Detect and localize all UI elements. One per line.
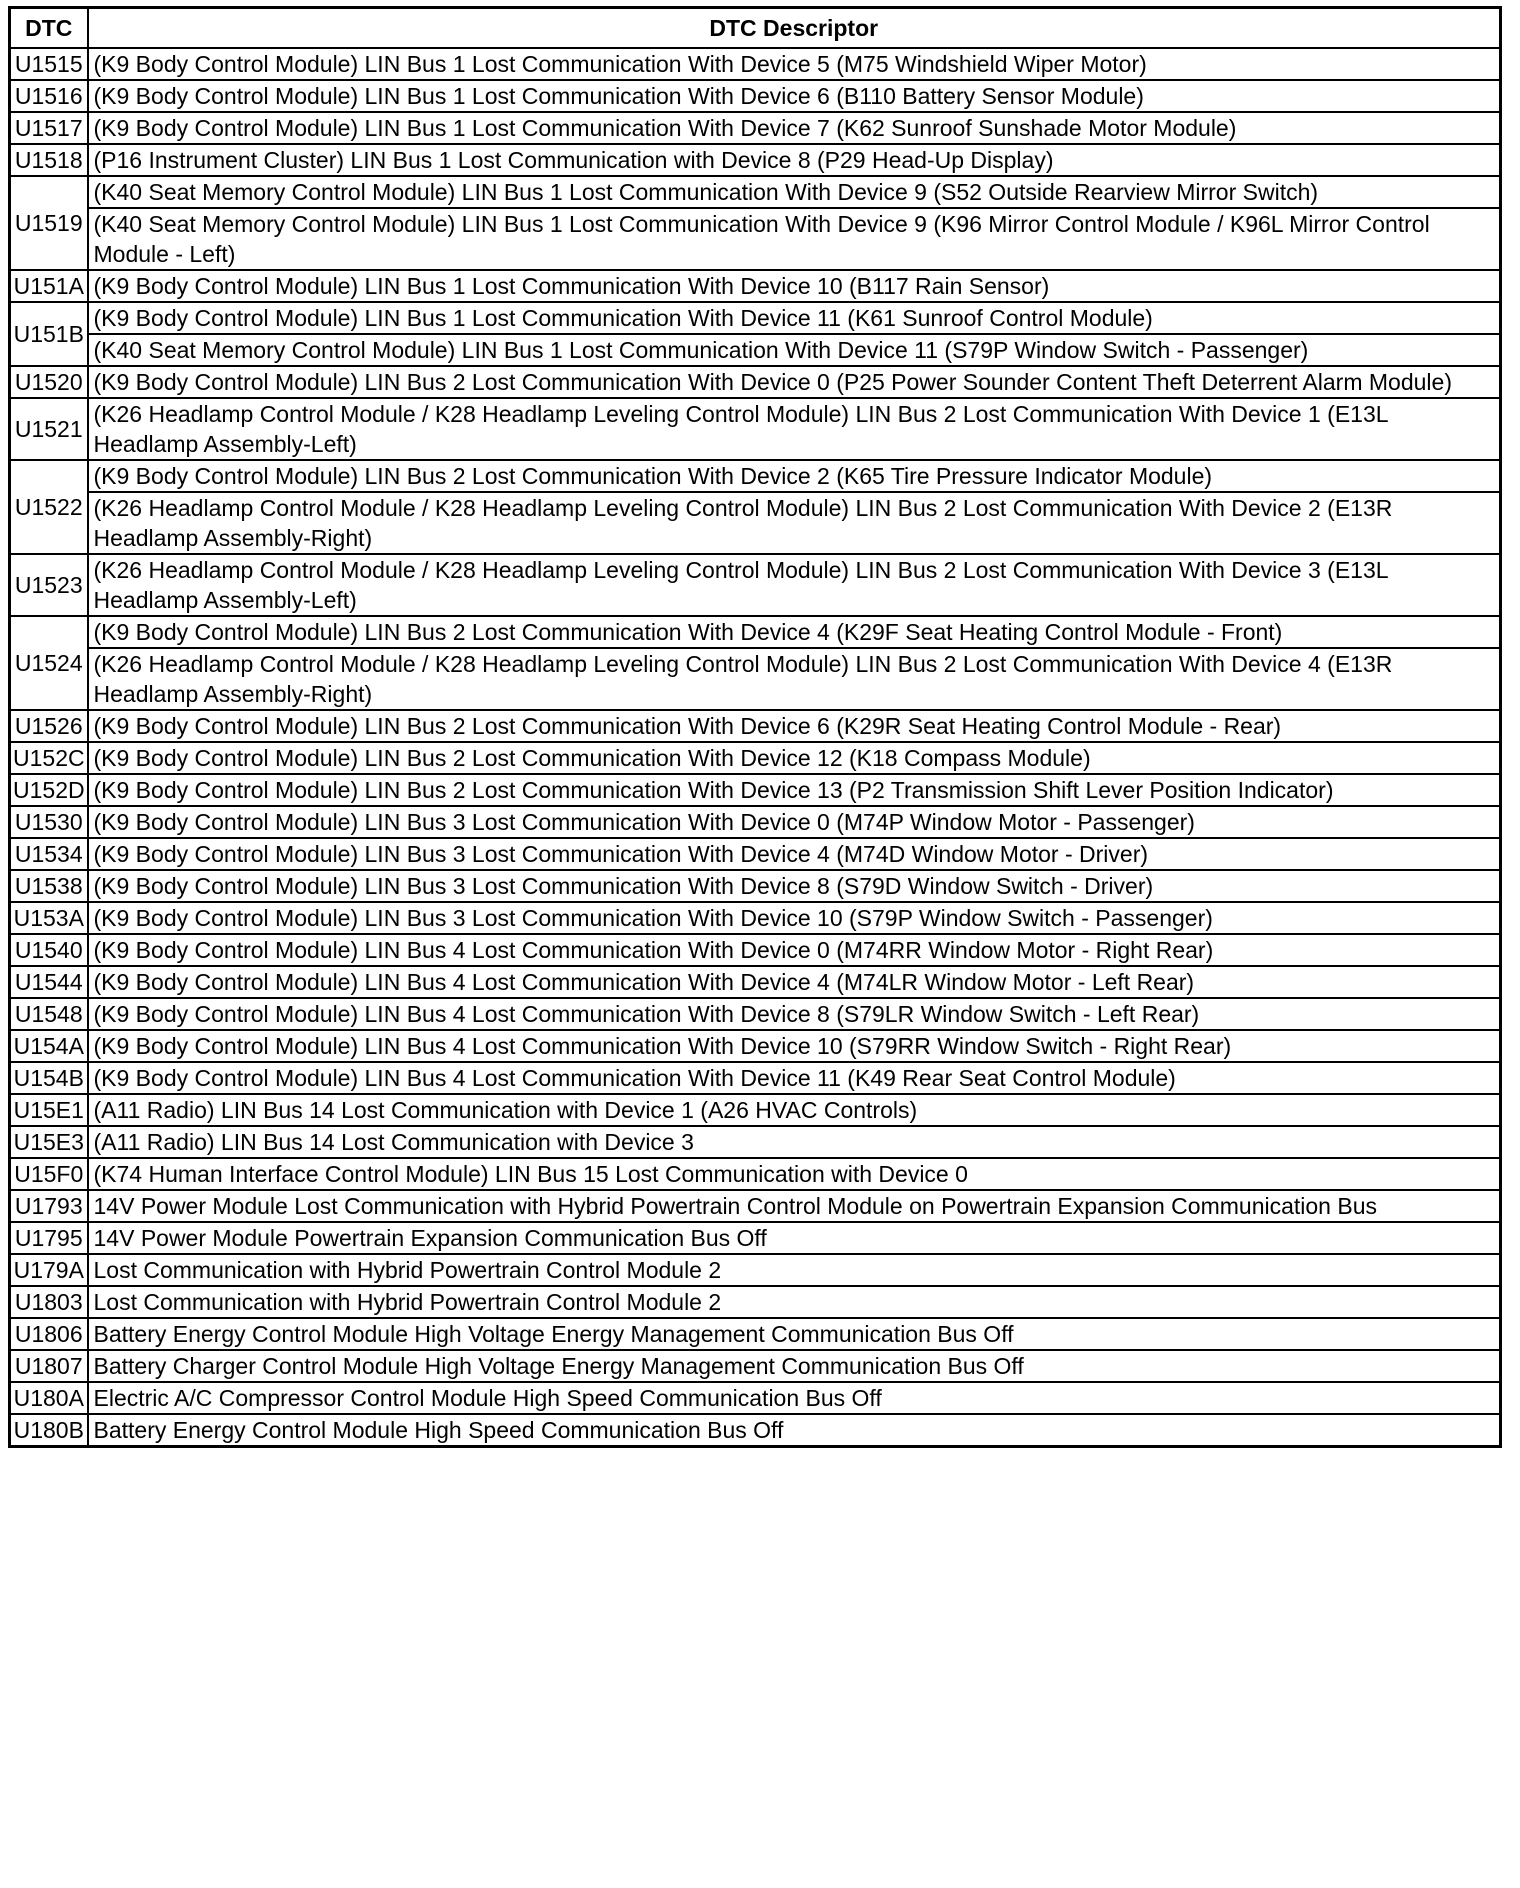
table-body (10, 48, 1501, 1447)
dtc-code: U179A (10, 1254, 88, 1286)
dtc-code: U1517 (10, 112, 88, 144)
dtc-descriptor: (K9 Body Control Module) LIN Bus 1 Lost Communication With Device 6 (B110 Battery Sensor Module) (88, 80, 1501, 112)
dtc-code: U15E3 (10, 1126, 88, 1158)
dtc-code: U180A (10, 1382, 88, 1414)
dtc-code: U1534 (10, 838, 88, 870)
table-row (10, 774, 1501, 806)
dtc-code: U151B (10, 302, 88, 366)
dtc-code: U151A (10, 270, 88, 302)
dtc-descriptor: (K9 Body Control Module) LIN Bus 4 Lost Communication With Device 4 (M74LR Window Motor - Left Rear) (88, 966, 1501, 998)
table-row (10, 398, 1501, 460)
table-row (10, 902, 1501, 934)
dtc-code: U1522 (10, 460, 88, 554)
dtc-code: U1538 (10, 870, 88, 902)
table-row (10, 366, 1501, 398)
dtc-descriptor: (K26 Headlamp Control Module / K28 Headlamp Leveling Control Module) LIN Bus 2 Lost Communication With Device 1 (E13L Headlamp Assembly-Left) (88, 398, 1501, 460)
dtc-code: U15F0 (10, 1158, 88, 1190)
dtc-descriptor: (P16 Instrument Cluster) LIN Bus 1 Lost Communication with Device 8 (P29 Head-Up Display) (88, 144, 1501, 176)
table-row (10, 1062, 1501, 1094)
dtc-code: U180B (10, 1414, 88, 1447)
table-row (10, 1318, 1501, 1350)
table-row (10, 1222, 1501, 1254)
table-row (10, 870, 1501, 902)
dtc-descriptor: (K9 Body Control Module) LIN Bus 2 Lost Communication With Device 0 (P25 Power Sounder Content Theft Deterrent Alarm Module) (88, 366, 1501, 398)
table-row (10, 742, 1501, 774)
table-row (10, 806, 1501, 838)
dtc-code: U1516 (10, 80, 88, 112)
dtc-code: U1544 (10, 966, 88, 998)
dtc-descriptor: (A11 Radio) LIN Bus 14 Lost Communication with Device 3 (88, 1126, 1501, 1158)
dtc-descriptor: (K9 Body Control Module) LIN Bus 1 Lost Communication With Device 11 (K61 Sunroof Control Module) (88, 302, 1501, 334)
table-row (10, 144, 1501, 176)
table-row (10, 460, 1501, 492)
header-dtc-descriptor: DTC Descriptor (88, 8, 1501, 49)
table-row (10, 492, 1501, 554)
dtc-code: U1524 (10, 616, 88, 710)
dtc-code: U1530 (10, 806, 88, 838)
table-row (10, 1414, 1501, 1447)
dtc-descriptor: (K26 Headlamp Control Module / K28 Headlamp Leveling Control Module) LIN Bus 2 Lost Communication With Device 4 (E13R Headlamp Assembly-Right) (88, 648, 1501, 710)
dtc-descriptor: (K40 Seat Memory Control Module) LIN Bus 1 Lost Communication With Device 9 (K96 Mirror Control Module / K96L Mirror Control Module - Left) (88, 208, 1501, 270)
dtc-descriptor: (K9 Body Control Module) LIN Bus 2 Lost Communication With Device 4 (K29F Seat Heating Control Module - Front) (88, 616, 1501, 648)
dtc-descriptor: Electric A/C Compressor Control Module High Speed Communication Bus Off (88, 1382, 1501, 1414)
table-row (10, 270, 1501, 302)
dtc-descriptor: (K9 Body Control Module) LIN Bus 2 Lost Communication With Device 2 (K65 Tire Pressure Indicator Module) (88, 460, 1501, 492)
table-row (10, 648, 1501, 710)
table-row (10, 1158, 1501, 1190)
table-row (10, 80, 1501, 112)
dtc-descriptor: 14V Power Module Powertrain Expansion Communication Bus Off (88, 1222, 1501, 1254)
dtc-descriptor: (K9 Body Control Module) LIN Bus 3 Lost Communication With Device 4 (M74D Window Motor - Driver) (88, 838, 1501, 870)
dtc-code: U152C (10, 742, 88, 774)
table-row (10, 48, 1501, 80)
dtc-code: U1806 (10, 1318, 88, 1350)
dtc-descriptor: (K26 Headlamp Control Module / K28 Headlamp Leveling Control Module) LIN Bus 2 Lost Communication With Device 2 (E13R Headlamp Assembly-Right) (88, 492, 1501, 554)
table-row (10, 1126, 1501, 1158)
table-row (10, 1190, 1501, 1222)
dtc-descriptor: (K9 Body Control Module) LIN Bus 3 Lost Communication With Device 10 (S79P Window Switch - Passenger) (88, 902, 1501, 934)
dtc-code: U1795 (10, 1222, 88, 1254)
table-row (10, 1094, 1501, 1126)
dtc-code: U1793 (10, 1190, 88, 1222)
dtc-code: U153A (10, 902, 88, 934)
dtc-code: U1515 (10, 48, 88, 80)
table-row (10, 934, 1501, 966)
table-row (10, 710, 1501, 742)
table-row (10, 176, 1501, 208)
dtc-code: U1520 (10, 366, 88, 398)
dtc-descriptor: (K9 Body Control Module) LIN Bus 1 Lost Communication With Device 7 (K62 Sunroof Sunshade Motor Module) (88, 112, 1501, 144)
table-row (10, 334, 1501, 366)
dtc-descriptor: (K9 Body Control Module) LIN Bus 4 Lost Communication With Device 0 (M74RR Window Motor - Right Rear) (88, 934, 1501, 966)
dtc-descriptor: (K9 Body Control Module) LIN Bus 3 Lost Communication With Device 8 (S79D Window Switch - Driver) (88, 870, 1501, 902)
dtc-descriptor: (K9 Body Control Module) LIN Bus 1 Lost Communication With Device 10 (B117 Rain Sensor) (88, 270, 1501, 302)
header-row (10, 8, 1501, 49)
table-row (10, 966, 1501, 998)
dtc-code: U154B (10, 1062, 88, 1094)
dtc-descriptor: (K9 Body Control Module) LIN Bus 3 Lost Communication With Device 0 (M74P Window Motor - Passenger) (88, 806, 1501, 838)
dtc-code: U1807 (10, 1350, 88, 1382)
dtc-code: U1803 (10, 1286, 88, 1318)
table-row (10, 1254, 1501, 1286)
dtc-descriptor: Lost Communication with Hybrid Powertrain Control Module 2 (88, 1254, 1501, 1286)
dtc-code: U1519 (10, 176, 88, 270)
dtc-code: U1518 (10, 144, 88, 176)
dtc-descriptor: Lost Communication with Hybrid Powertrain Control Module 2 (88, 1286, 1501, 1318)
table-row (10, 1030, 1501, 1062)
table-row (10, 112, 1501, 144)
dtc-code: U1523 (10, 554, 88, 616)
dtc-descriptor: (K9 Body Control Module) LIN Bus 4 Lost Communication With Device 10 (S79RR Window Switch - Right Rear) (88, 1030, 1501, 1062)
dtc-descriptor: (K9 Body Control Module) LIN Bus 2 Lost Communication With Device 12 (K18 Compass Module) (88, 742, 1501, 774)
header-dtc: DTC (10, 8, 88, 49)
dtc-descriptor: (K40 Seat Memory Control Module) LIN Bus 1 Lost Communication With Device 9 (S52 Outside Rearview Mirror Switch) (88, 176, 1501, 208)
dtc-code: U1548 (10, 998, 88, 1030)
dtc-descriptor: 14V Power Module Lost Communication with Hybrid Powertrain Control Module on Powertrain Expansion Communication Bus (88, 1190, 1501, 1222)
dtc-descriptor: Battery Charger Control Module High Voltage Energy Management Communication Bus Off (88, 1350, 1501, 1382)
table-row (10, 838, 1501, 870)
table-row (10, 1286, 1501, 1318)
dtc-table (8, 6, 1502, 1448)
table-row (10, 1350, 1501, 1382)
dtc-descriptor: (K74 Human Interface Control Module) LIN Bus 15 Lost Communication with Device 0 (88, 1158, 1501, 1190)
dtc-descriptor: (K9 Body Control Module) LIN Bus 2 Lost Communication With Device 13 (P2 Transmission Shift Lever Position Indicator) (88, 774, 1501, 806)
table-row (10, 1382, 1501, 1414)
dtc-code: U154A (10, 1030, 88, 1062)
dtc-descriptor: (A11 Radio) LIN Bus 14 Lost Communication with Device 1 (A26 HVAC Controls) (88, 1094, 1501, 1126)
dtc-code: U1540 (10, 934, 88, 966)
dtc-descriptor: (K9 Body Control Module) LIN Bus 2 Lost Communication With Device 6 (K29R Seat Heating Control Module - Rear) (88, 710, 1501, 742)
dtc-descriptor: Battery Energy Control Module High Voltage Energy Management Communication Bus Off (88, 1318, 1501, 1350)
table-row (10, 554, 1501, 616)
dtc-descriptor: Battery Energy Control Module High Speed Communication Bus Off (88, 1414, 1501, 1447)
dtc-descriptor: (K26 Headlamp Control Module / K28 Headlamp Leveling Control Module) LIN Bus 2 Lost Communication With Device 3 (E13L Headlamp Assembly-Left) (88, 554, 1501, 616)
dtc-code: U1526 (10, 710, 88, 742)
dtc-descriptor: (K9 Body Control Module) LIN Bus 4 Lost Communication With Device 8 (S79LR Window Switch - Left Rear) (88, 998, 1501, 1030)
table-row (10, 208, 1501, 270)
dtc-descriptor: (K9 Body Control Module) LIN Bus 1 Lost Communication With Device 5 (M75 Windshield Wiper Motor) (88, 48, 1501, 80)
dtc-descriptor: (K40 Seat Memory Control Module) LIN Bus 1 Lost Communication With Device 11 (S79P Window Switch - Passenger) (88, 334, 1501, 366)
table-row (10, 616, 1501, 648)
dtc-descriptor: (K9 Body Control Module) LIN Bus 4 Lost Communication With Device 11 (K49 Rear Seat Control Module) (88, 1062, 1501, 1094)
table-row (10, 302, 1501, 334)
table-row (10, 998, 1501, 1030)
dtc-code: U1521 (10, 398, 88, 460)
dtc-code: U152D (10, 774, 88, 806)
dtc-code: U15E1 (10, 1094, 88, 1126)
